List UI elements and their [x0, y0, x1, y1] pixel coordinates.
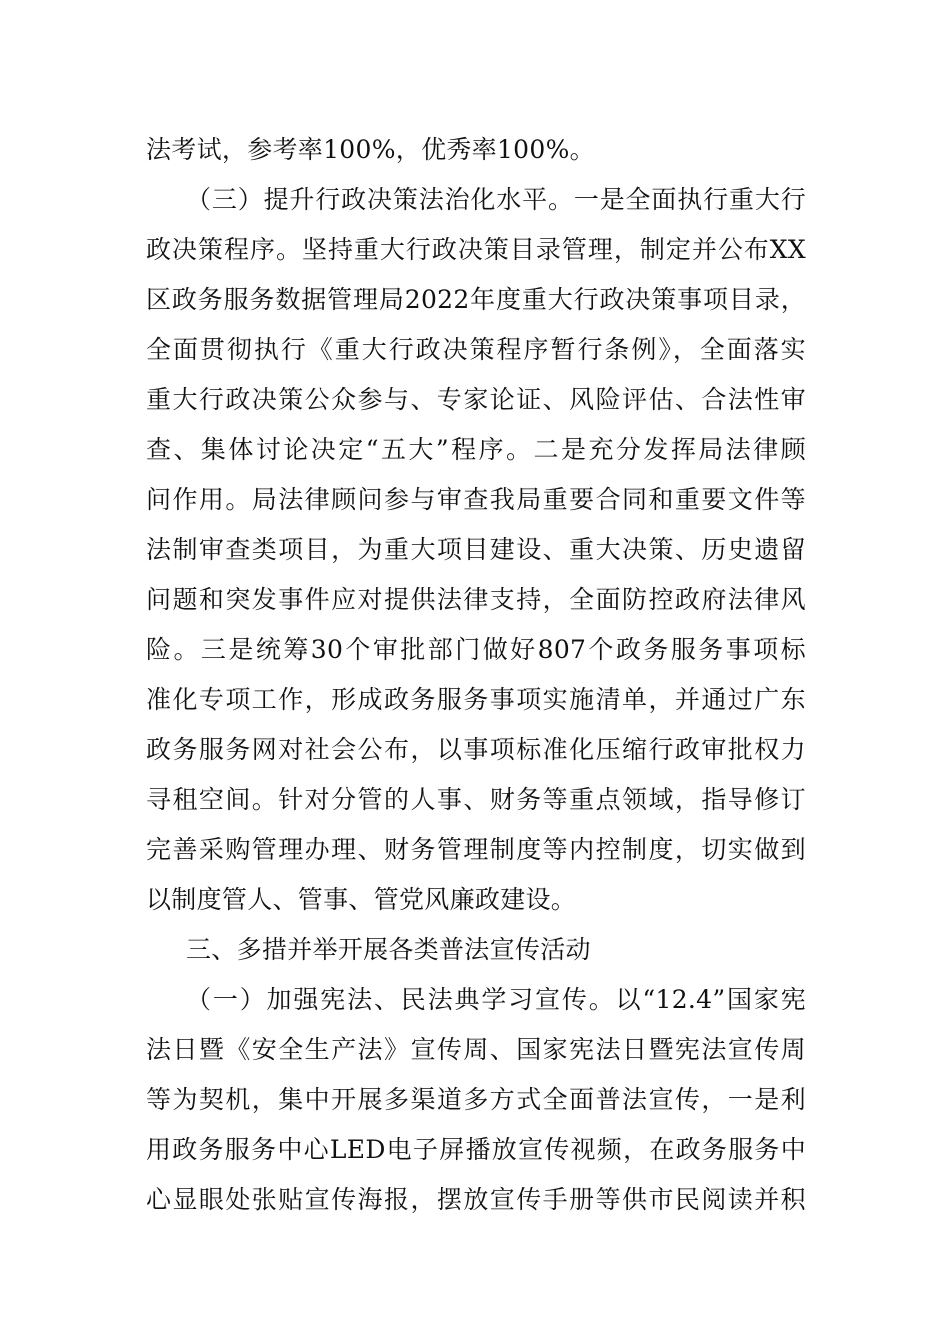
text-line-16: 以制度管人、管事、管党风廉政建设。 [146, 885, 577, 914]
text-line-8: 问作用。局法律顾问参与审查我局重要合同和重要文件等 [146, 485, 806, 514]
text-line-4: 区政务服务数据管理局2022年度重大行政决策事项目录， [146, 285, 806, 314]
text-line-10: 问题和突发事件应对提供法律支持，全面防控政府法律风 [146, 585, 806, 614]
text-line-21: 用政务服务中心LED电子屏播放宣传视频，在政务服务中 [146, 1135, 806, 1164]
text-line-13: 政务服务网对社会公布，以事项标准化压缩行政审批权力 [146, 735, 806, 764]
text-line-20: 等为契机，集中开展多渠道多方式全面普法宣传，一是利 [146, 1085, 806, 1114]
text-line-14: 寻租空间。针对分管的人事、财务等重点领域，指导修订 [146, 785, 806, 814]
text-line-3: 政决策程序。坚持重大行政决策目录管理，制定并公布XX [146, 235, 806, 264]
text-line-19: 法日暨《安全生产法》宣传周、国家宪法日暨宪法宣传周 [146, 1035, 806, 1064]
text-line-12: 准化专项工作，形成政务服务事项实施清单，并通过广东 [146, 685, 806, 714]
text-line-15: 完善采购管理办理、财务管理制度等内控制度，切实做到 [146, 835, 806, 864]
section-heading: 三、多措并举开展各类普法宣传活动 [186, 935, 591, 964]
text-line-1: 法考试，参考率100%，优秀率100%。 [146, 135, 595, 164]
text-line-22: 心显眼处张贴宣传海报，摆放宣传手册等供市民阅读并积 [146, 1185, 806, 1214]
text-line-5: 全面贯彻执行《重大行政决策程序暂行条例》，全面落实 [146, 335, 806, 364]
text-line-2: （三）提升行政决策法治化水平。一是全面执行重大行 [186, 185, 806, 214]
text-line-9: 法制审查类项目，为重大项目建设、重大决策、历史遗留 [146, 535, 806, 564]
text-line-6: 重大行政决策公众参与、专家论证、风险评估、合法性审 [146, 385, 806, 414]
text-line-7: 查、集体讨论决定“五大”程序。二是充分发挥局法律顾 [146, 435, 806, 464]
text-line-18: （一）加强宪法、民法典学习宣传。以“12.4”国家宪 [186, 985, 806, 1014]
text-line-11: 险。三是统筹30个审批部门做好807个政务服务事项标 [146, 635, 806, 664]
